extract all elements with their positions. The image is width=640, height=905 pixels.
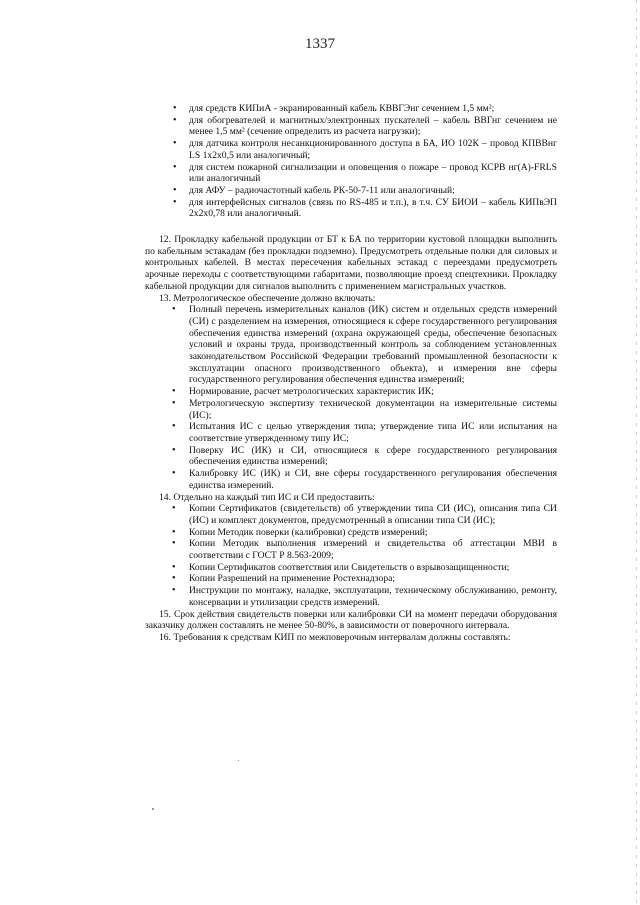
scan-speck xyxy=(152,808,154,810)
list-item: • Нормирование, расчет метрологических характеристик ИК; xyxy=(145,386,557,398)
paragraph-14-intro: 14. Отдельно на каждый тип ИС и СИ предоставить: xyxy=(159,491,375,503)
list-item: • Копии Сертификатов соответствия или Свидетельств о взрывозащищенности; xyxy=(145,562,557,574)
document-body xyxy=(145,103,557,644)
paragraph-16: 16. Требования к средствам КИП по межповерочным интервалам должны составлять: xyxy=(159,631,511,643)
list-item: • Полный перечень измерительных каналов (ИК) систем и отдельных средств измерений (СИ) с разделением на измерения, относящиеся к сфере государственного регулирования обеспечения единства измерений (охрана окружающей среды, обеспечение безопасных условий и охраны труда, производственный контроль за соблюдением установленных законодательством Российской Федерации требований промышленной безопасности к эксплуатации опасного производственного объекта), и измерения вне сферы государственного регулирования обеспечения единства измерений; xyxy=(145,304,557,386)
list-item: • для датчика контроля несанкционированного доступа в БА, ИО 102К – провод КПВВнг LS 1х2х0,5 или аналогичный; xyxy=(145,138,557,161)
paragraph-15: 15. Срок действия свидетельств поверки или калибровки СИ на момент передачи оборудования заказчику должен составлять не менее 50-80%, в зависимости от поверочного интервала. xyxy=(145,608,557,632)
page-number: 1337 xyxy=(305,36,335,52)
documents-list xyxy=(145,503,557,608)
scan-speck xyxy=(238,760,239,761)
list-item: • Копии Разрешений на применение Ростехнадзора; xyxy=(145,573,557,585)
list-item: • Испытания ИС с целью утверждения типа; утверждение типа ИС или испытания на соответствие утвержденному типу ИС; xyxy=(145,421,557,444)
scan-edge-marks xyxy=(636,0,637,905)
list-item: • для средств КИПиА - экранированный кабель КВВГЭнг сечением 1,5 мм²; xyxy=(145,103,557,115)
metrology-list xyxy=(145,304,557,491)
list-item: • Копии Методик поверки (калибровки) средств измерений; xyxy=(145,527,557,539)
list-item: • Метрологическую экспертизу технической документации на измерительные системы (ИС); xyxy=(145,398,557,421)
paragraph-12: 12. Прокладку кабельной продукции от БТ к БА по территории кустовой площадки выполнить по кабельным эстакадам (без прокладки подземно). Предусмотреть отдельные полки для силовых и контрольных кабелей. В местах пересечения кабельных эстакад с переездами предусмотреть арочные переходы с соответствующими габаритами, позволяющие проезд спецтехники. Прокладку кабельной продукции для сигналов выполнить с применением магистральных участков. xyxy=(145,234,557,292)
list-item: • Копии Сертификатов (свидетельств) об утверждении типа СИ (ИС), описания типа СИ (ИС) и комплект документов, предусмотренный в описании типа СИ (ИС); xyxy=(145,503,557,526)
list-item: • для интерфейсных сигналов (связь по RS-485 и т.п.), в т.ч. СУ БИОИ – кабель КИПвЭП 2х2х0,78 или аналогичный. xyxy=(145,197,557,220)
list-item: • Поверку ИС (ИК) и СИ, относящиеся к сфере государственного регулирования обеспечения единства измерений; xyxy=(145,445,557,468)
list-item: • Калибровку ИС (ИК) и СИ, вне сферы государственного регулирования обеспечения единства измерений. xyxy=(145,468,557,491)
list-item: • Копии Методик выполнения измерений и свидетельства об аттестации МВИ в соответствии с ГОСТ Р 8.563-2009; xyxy=(145,538,557,561)
cable-list xyxy=(145,103,557,220)
list-item: • для АФУ – радиочастотный кабель РК-50-7-11 или аналогичный; xyxy=(145,185,557,197)
list-item: • для систем пожарной сигнализации и оповещения о пожаре – провод КСРВ нг(А)-FRLS или аналогичный xyxy=(145,162,557,185)
paragraph-13-intro: 13. Метрологическое обеспечение должно включать: xyxy=(159,292,376,304)
list-item: • Инструкции по монтажу, наладке, эксплуатации, техническому обслуживанию, ремонту, консервации и утилизации средств измерений. xyxy=(145,585,557,608)
list-item: • для обогревателей и магнитных/электронных пускателей – кабель ВВГнг сечением не менее 1,5 мм² (сечение определить из расчета нагрузки); xyxy=(145,115,557,138)
